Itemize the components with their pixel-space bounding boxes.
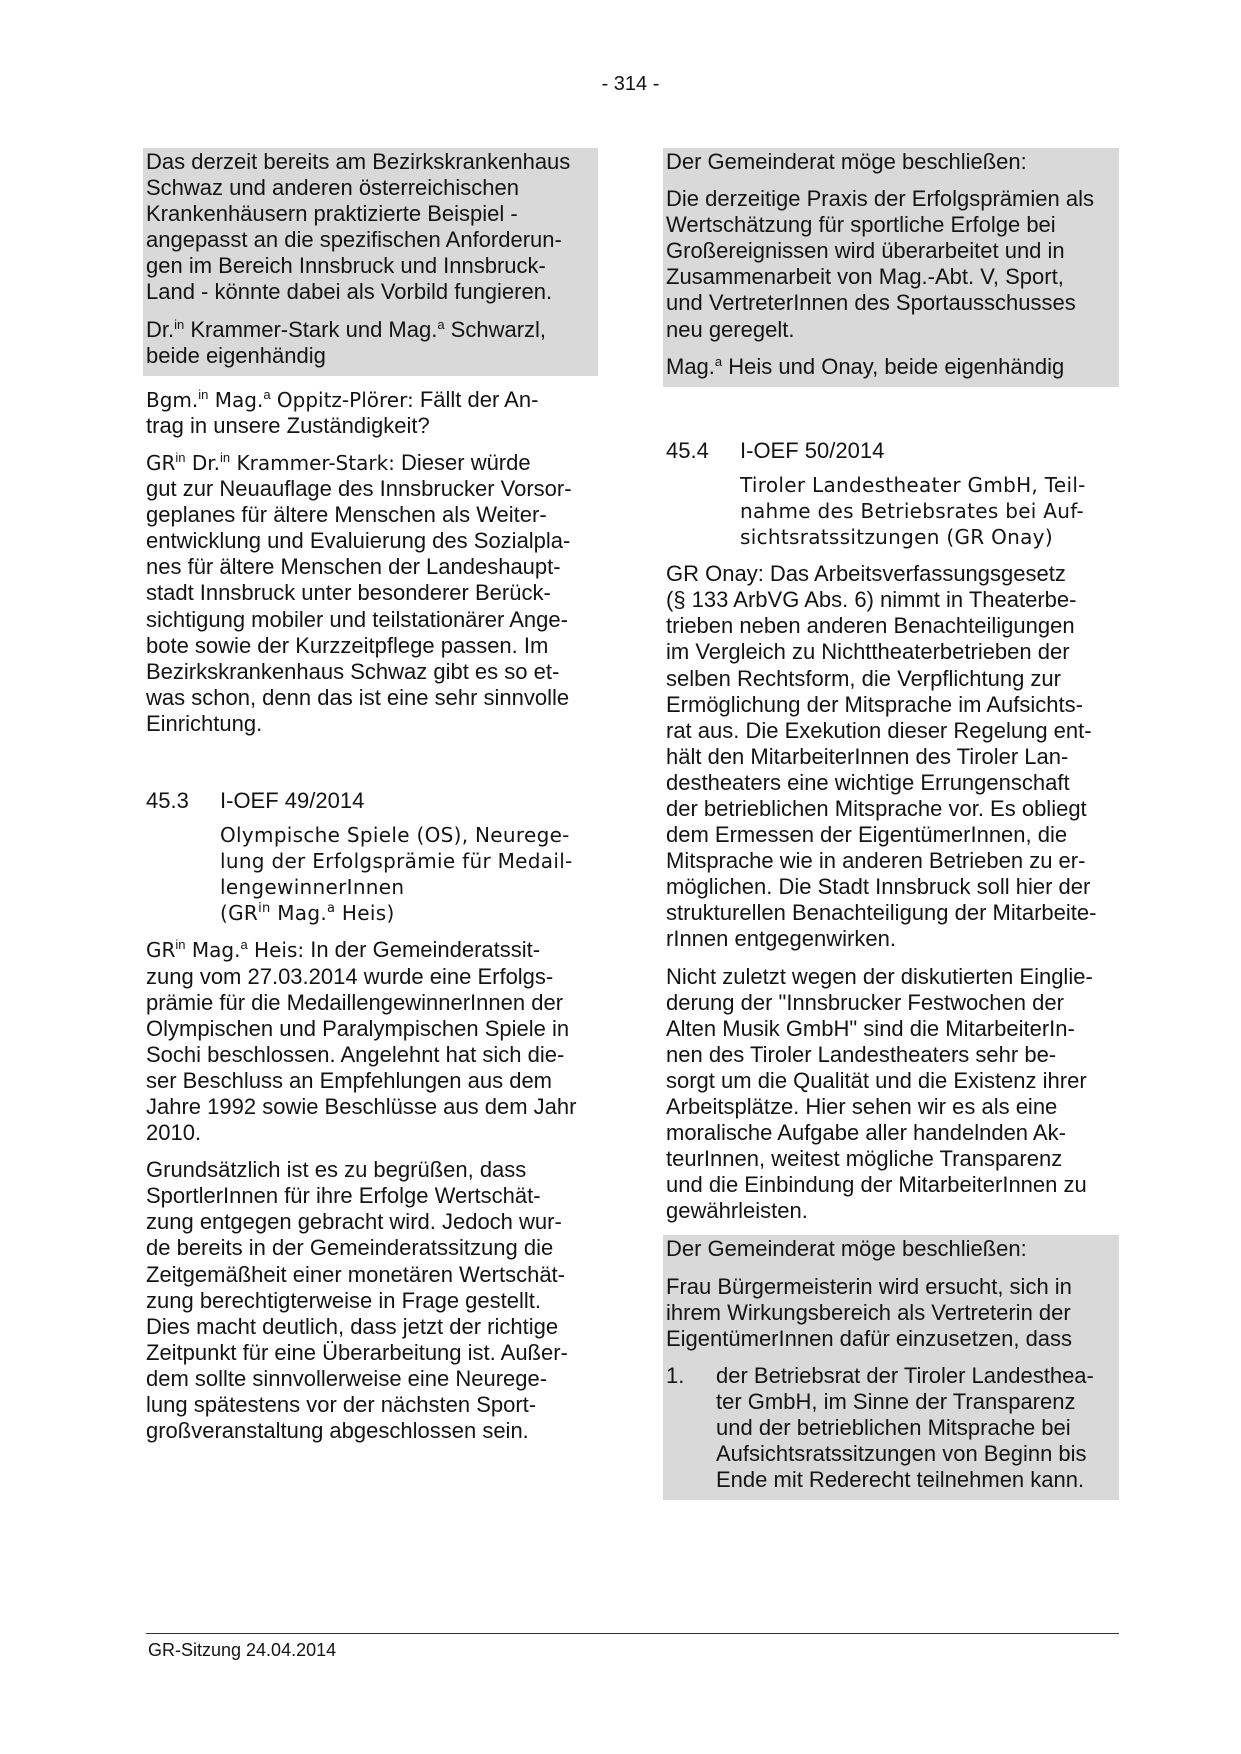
paragraph (666, 1274, 1116, 1352)
text-line: entwicklung und Evaluierung des Sozialpla- (146, 528, 571, 554)
text-line: Zeitpunkt für eine Überarbeitung ist. Außer- (146, 1339, 568, 1365)
text-line: Dies macht deutlich, dass jetzt der richtige (146, 1313, 559, 1339)
text-line: ihrem Wirkungsbereich als Vertreterin der (666, 1299, 1071, 1325)
text-line: dem Ermessen der EigentümerInnen, die (666, 822, 1068, 848)
text-line: Jahre 1992 sowie Beschlüsse aus dem Jahr (146, 1094, 577, 1119)
text-line: Das derzeit bereits am Bezirkskrankenhaus (146, 149, 571, 174)
text-block (146, 937, 598, 1146)
paragraph (146, 1157, 598, 1444)
text-line: Der Gemeinderat möge beschließen: (666, 1236, 1027, 1262)
text-segment: Dieser würde (394, 449, 531, 475)
text-line: was schon, denn das ist eine sehr sinnvolle (146, 684, 570, 710)
text-segment: Heis und Onay, beide eigenhändig (722, 353, 1065, 379)
section-title (146, 822, 598, 926)
text-segment: Mag. (666, 353, 715, 379)
text-line: Ende mit Rederecht teilnehmen kann. (716, 1467, 1085, 1493)
text-line: Die derzeitige Praxis der Erfolgsprämien als (666, 186, 1094, 212)
superscript: in (174, 316, 185, 332)
text-block (666, 964, 1119, 1225)
text-segment: Oppitz-Plörer: (270, 387, 414, 412)
text-line: de bereits in der Gemeinderatssitzung die (146, 1235, 554, 1261)
text-line: nahme des Betriebsrates bei Auf- (740, 498, 1085, 523)
text-line: Frau Bürgermeisterin wird ersucht, sich in (666, 1273, 1072, 1299)
text-line (220, 900, 598, 926)
superscript: a (714, 353, 723, 369)
text-line: geplanes für ältere Menschen als Weiter- (146, 502, 547, 528)
text-line: ser Beschluss an Empfehlungen aus dem (146, 1067, 553, 1093)
text-line (146, 937, 598, 963)
page-number: - 314 - (601, 73, 660, 95)
superscript: in (220, 450, 231, 466)
text-line: moralische Aufgabe aller handelnden Ak- (666, 1120, 1066, 1146)
text-segment: GR (146, 450, 176, 475)
superscript: a (326, 901, 336, 917)
paragraph (666, 186, 1116, 343)
text-line (666, 354, 1116, 380)
item-number: 1. (666, 1362, 685, 1388)
text-segment: In der Gemeinderatssit- (304, 937, 541, 963)
text-line: gewährleisten. (666, 1198, 808, 1224)
text-line: neu geregelt. (666, 316, 795, 342)
text-segment: Dr. (185, 450, 221, 475)
text-segment: Mag. (185, 938, 241, 963)
text-block (666, 561, 1119, 952)
text-line: gut zur Neuauflage des Innsbrucker Vorsor- (146, 476, 572, 502)
paragraph (146, 937, 598, 1146)
left-column (146, 148, 598, 1444)
text-line: und VertreterInnen des Sportausschusses (666, 290, 1076, 316)
text-line: sichtsratssitzungen (GR Onay) (740, 525, 1053, 550)
text-line: großveranstaltung abgeschlossen sein. (146, 1418, 529, 1444)
text-line (146, 317, 595, 343)
text-block (146, 1157, 598, 1444)
text-segment: Krammer-Stark und Mag. (184, 316, 438, 342)
text-line: rat aus. Die Exekution dieser Regelung ent- (666, 717, 1092, 743)
section-number: 45.4 (666, 437, 709, 463)
text-line: sorgt um die Qualität und die Existenz ihrer (666, 1067, 1087, 1093)
text-line: Mitsprache wie in anderen Betrieben zu er- (666, 848, 1086, 874)
text-line: lung spätestens vor der nächsten Sport- (146, 1392, 537, 1418)
paragraph (740, 472, 1119, 550)
text-line: Bezirkskrankenhaus Schwaz gibt es so et- (146, 658, 560, 684)
text-line: destheaters eine wichtige Errungenschaft (666, 769, 1070, 795)
text-line: lengewinnerInnen (220, 875, 405, 900)
text-line: EigentümerInnen dafür einzusetzen, dass (666, 1325, 1073, 1351)
text-line: dem sollte sinnvollerweise eine Neurege- (146, 1365, 548, 1391)
paragraph (666, 1236, 1116, 1262)
superscript: in (175, 450, 186, 466)
text-line: Arbeitsplätze. Hier sehen wir es als eine (666, 1094, 1058, 1119)
item-text (716, 1363, 1116, 1493)
shaded-block (663, 1235, 1119, 1500)
paragraph (666, 964, 1119, 1225)
text-line (146, 450, 598, 476)
shaded-block (663, 148, 1119, 387)
superscript: a (437, 316, 445, 332)
paragraph (146, 450, 598, 737)
footer-rule (146, 1633, 1119, 1634)
superscript: in (258, 901, 271, 917)
text-line: lung der Erfolgsprämie für Medail- (220, 849, 573, 874)
text-line: prämie für die MedaillengewinnerInnen der (146, 989, 564, 1015)
text-segment: Mag. (208, 387, 264, 412)
text-line: gen im Bereich Innsbruck und Innsbruck- (146, 253, 546, 279)
paragraph (146, 387, 598, 439)
text-line: Zusammenarbeit von Mag.-Abt. V, Sport, (666, 264, 1064, 290)
text-line: im Vergleich zu Nichttheaterbetrieben der (666, 639, 1070, 665)
text-line: zung entgegen gebracht wird. Jedoch wur- (146, 1209, 562, 1235)
text-line: Zeitgemäßheit einer monetären Wertschät- (146, 1261, 565, 1287)
text-line: Olympische Spiele (OS), Neurege- (220, 823, 570, 848)
text-line: rInnen entgegenwirken. (666, 926, 896, 952)
text-line: hält den MitarbeiterInnen des Tiroler Lan- (666, 743, 1069, 769)
text-line: sichtigung mobiler und teilstationärer Ange- (146, 606, 568, 632)
text-line: GR Onay: Das Arbeitsverfassungsgesetz (666, 561, 1066, 587)
text-line: trag in unsere Zuständigkeit? (146, 412, 430, 438)
text-line: 2010. (146, 1120, 202, 1146)
text-line: Grundsätzlich ist es zu begrüßen, dass (146, 1157, 527, 1183)
section-heading (666, 438, 1119, 464)
right-column (666, 148, 1119, 1500)
text-segment: GR (146, 938, 176, 963)
text-line: nes für ältere Menschen der Landeshaupt- (146, 554, 561, 580)
text-line: Sochi beschlossen. Angelehnt hat sich die- (146, 1041, 565, 1067)
text-line: trieben neben anderen Benachteiligungen (666, 613, 1075, 639)
text-segment: Mag. (270, 901, 327, 926)
superscript: in (175, 937, 186, 953)
text-line: zung vom 27.03.2014 wurde eine Erfolgs- (146, 963, 554, 989)
text-line: Schwaz und anderen österreichischen (146, 175, 520, 201)
text-line: Land - könnte dabei als Vorbild fungieren. (146, 279, 553, 305)
text-line: bote sowie der Kurzzeitpflege passen. Im (146, 632, 549, 658)
text-line: und die Einbindung der MitarbeiterInnen zu (666, 1172, 1087, 1198)
text-line: beide eigenhändig (146, 342, 326, 368)
text-line: strukturellen Benachteiligung der Mitarbeite- (666, 900, 1097, 926)
text-segment: Bgm. (146, 387, 199, 412)
text-line: Großereignissen wird überarbeitet und in (666, 238, 1065, 264)
text-segment: (GR (220, 901, 259, 926)
section-label: I-OEF 50/2014 (740, 437, 885, 463)
text-line: nen des Tiroler Landestheaters sehr be- (666, 1041, 1057, 1067)
text-line: ter GmbH, im Sinne der Transparenz (716, 1388, 1076, 1414)
text-line: der Betriebsrat der Tiroler Landesthea- (716, 1362, 1094, 1388)
text-line: Krankenhäusern praktizierte Beispiel - (146, 201, 518, 227)
shaded-block (143, 148, 598, 376)
text-line: SportlerInnen für ihre Erfolge Wertschät- (146, 1183, 541, 1209)
text-line: Ermöglichung der Mitsprache im Aufsichts- (666, 691, 1083, 717)
section-number: 45.3 (146, 787, 189, 813)
text-line: Einrichtung. (146, 710, 263, 736)
text-line: Alten Musik GmbH" sind die MitarbeiterIn- (666, 1015, 1075, 1041)
text-line: Nicht zuletzt wegen der diskutierten Einglie- (666, 963, 1093, 989)
section-label: I-OEF 49/2014 (220, 787, 365, 813)
paragraph (220, 822, 598, 926)
text-segment: Heis) (335, 901, 395, 926)
paragraph (666, 354, 1116, 380)
text-line: möglichen. Die Stadt Innsbruck soll hier der (666, 874, 1091, 900)
text-line: Tiroler Landestheater GmbH, Teil- (740, 472, 1086, 497)
text-line: derung der "Innsbrucker Festwochen der (666, 989, 1064, 1015)
section-heading (146, 788, 598, 814)
text-line: Der Gemeinderat möge beschließen: (666, 149, 1027, 174)
text-block (146, 450, 598, 737)
numbered-item (666, 1363, 1116, 1493)
paragraph (666, 149, 1116, 175)
section-title (666, 472, 1119, 550)
text-line (146, 387, 598, 413)
text-line: (§ 133 ArbVG Abs. 6) nimmt in Theaterbe- (666, 587, 1077, 613)
superscript: a (263, 386, 271, 402)
text-line: der betrieblichen Mitsprache vor. Es obliegt (666, 795, 1087, 821)
text-segment: Schwarzl, (444, 316, 547, 342)
text-block (146, 387, 598, 439)
text-line: und der betrieblichen Mitsprache bei (716, 1415, 1071, 1441)
text-line: Wertschätzung für sportliche Erfolge bei (666, 212, 1056, 238)
superscript: in (198, 386, 209, 402)
text-segment: Krammer-Stark: (230, 450, 395, 475)
text-line: zung berechtigterweise in Frage gestellt. (146, 1287, 541, 1313)
text-line: Olympischen und Paralympischen Spiele in (146, 1015, 570, 1041)
text-segment: Fällt der An- (413, 386, 539, 412)
text-segment: Dr. (146, 316, 175, 342)
superscript: a (240, 937, 248, 953)
text-line: selben Rechtsform, die Verpflichtung zur (666, 665, 1061, 691)
paragraph (666, 561, 1119, 952)
text-line: stadt Innsbruck unter besonderer Berück- (146, 580, 551, 606)
paragraph (146, 149, 595, 306)
text-segment: Heis: (247, 938, 305, 963)
text-line: Aufsichtsratssitzungen von Beginn bis (716, 1441, 1087, 1467)
footer-text: GR-Sitzung 24.04.2014 (148, 1640, 337, 1660)
paragraph (146, 317, 595, 369)
text-line: angepasst an die spezifischen Anforderun- (146, 227, 562, 253)
text-line: teurInnen, weitest mögliche Transparenz (666, 1146, 1063, 1172)
